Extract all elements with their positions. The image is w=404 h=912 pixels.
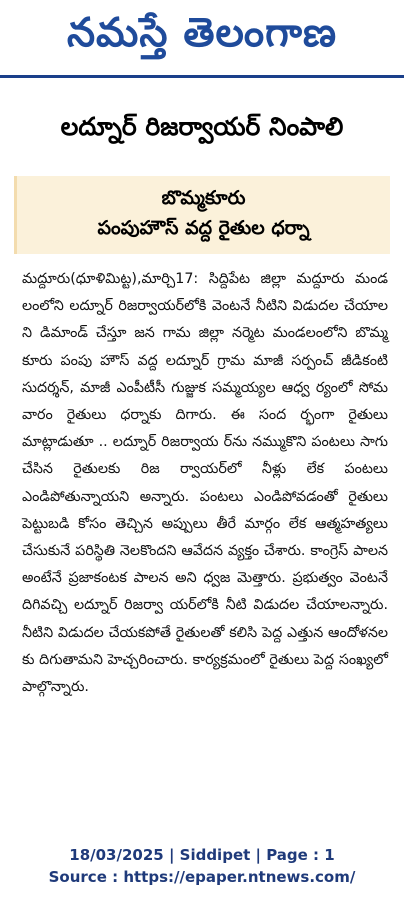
- clipping-footer: [0, 844, 404, 888]
- subhead-line-1: బొమ్మకూరు: [161, 187, 246, 209]
- article-body: మద్దూరు(ధూళిమిట్ట),మార్చి17: సిద్దిపేట జిల్లా మద్దూరు మండలంలోని లద్నూర్ రిజర్వాయర్‌లోకి వెంటనే నీటిని విడుదల చేయాలని డిమాండ్ చేస్తూ జన గామ జిల్లా నర్మెట మండలంలోని బొమ్మకూరు పంపు హౌస్ వద్ద లద్నూర్ గ్రామ మాజీ సర్పంచ్ జీడికంటి సుదర్శన్, మాజీ ఎంపీటీసీ గుజ్జుక సమ్మయ్యల ఆధ్వ ర్యంలో సోమవారం రైతులు ధర్నాకు దిగారు. ఈ సంద ర్భంగా రైతులు మాట్లాడుతూ .. లద్నూర్ రిజర్వాయ ర్‌ను నమ్ముకొని పంటలు సాగు చేసిన రైతులకు రిజ ర్వాయర్‌లో నీళ్లు లేక పంటలు ఎండిపోతున్నాయని అన్నారు. పంటలు ఎండిపోవడంతో రైతులు పెట్టుబడి కోసం తెచ్చిన అప్పులు తీరే మార్గం లేక ఆత్మహత్యలు చేసుకునే పరిస్థితి నెలకొందని ఆవేదన వ్యక్తం చేశారు. కాంగ్రెస్ పాలన అంటేనే ప్రజాకంటక పాలన అని ధ్వజ మెత్తారు. ప్రభుత్వం వెంటనే దిగివచ్చి లద్నూర్ రిజర్వా యర్‌లోకి నీటి విడుదల చేయాలన్నారు. నీటిని విడుదల చేయకపోతే రైతులతో కలిసి పెద్ద ఎత్తున ఆందోళనలకు దిగుతామని హెచ్చరించారు. కార్యక్రమంలో రైతులు పెద్ద సంఖ్యలో పాల్గొన్నారు.: [22, 271, 388, 696]
- masthead-logo-text: నమస్తే తెలంగాణ: [66, 9, 338, 56]
- footer-source-link[interactable]: Source : https://epaper.ntnews.com/: [48, 868, 356, 886]
- footer-date-edition: 18/03/2025 | Siddipet | Page : 1: [69, 846, 335, 864]
- article-subhead-box: [14, 176, 390, 254]
- subhead-line-2: పంపుహౌస్ వద్ద రైతుల ధర్నా: [97, 217, 310, 239]
- article-headline: లద్నూర్ రిజర్వాయర్ నింపాలి: [60, 112, 344, 141]
- newspaper-masthead: [0, 0, 404, 78]
